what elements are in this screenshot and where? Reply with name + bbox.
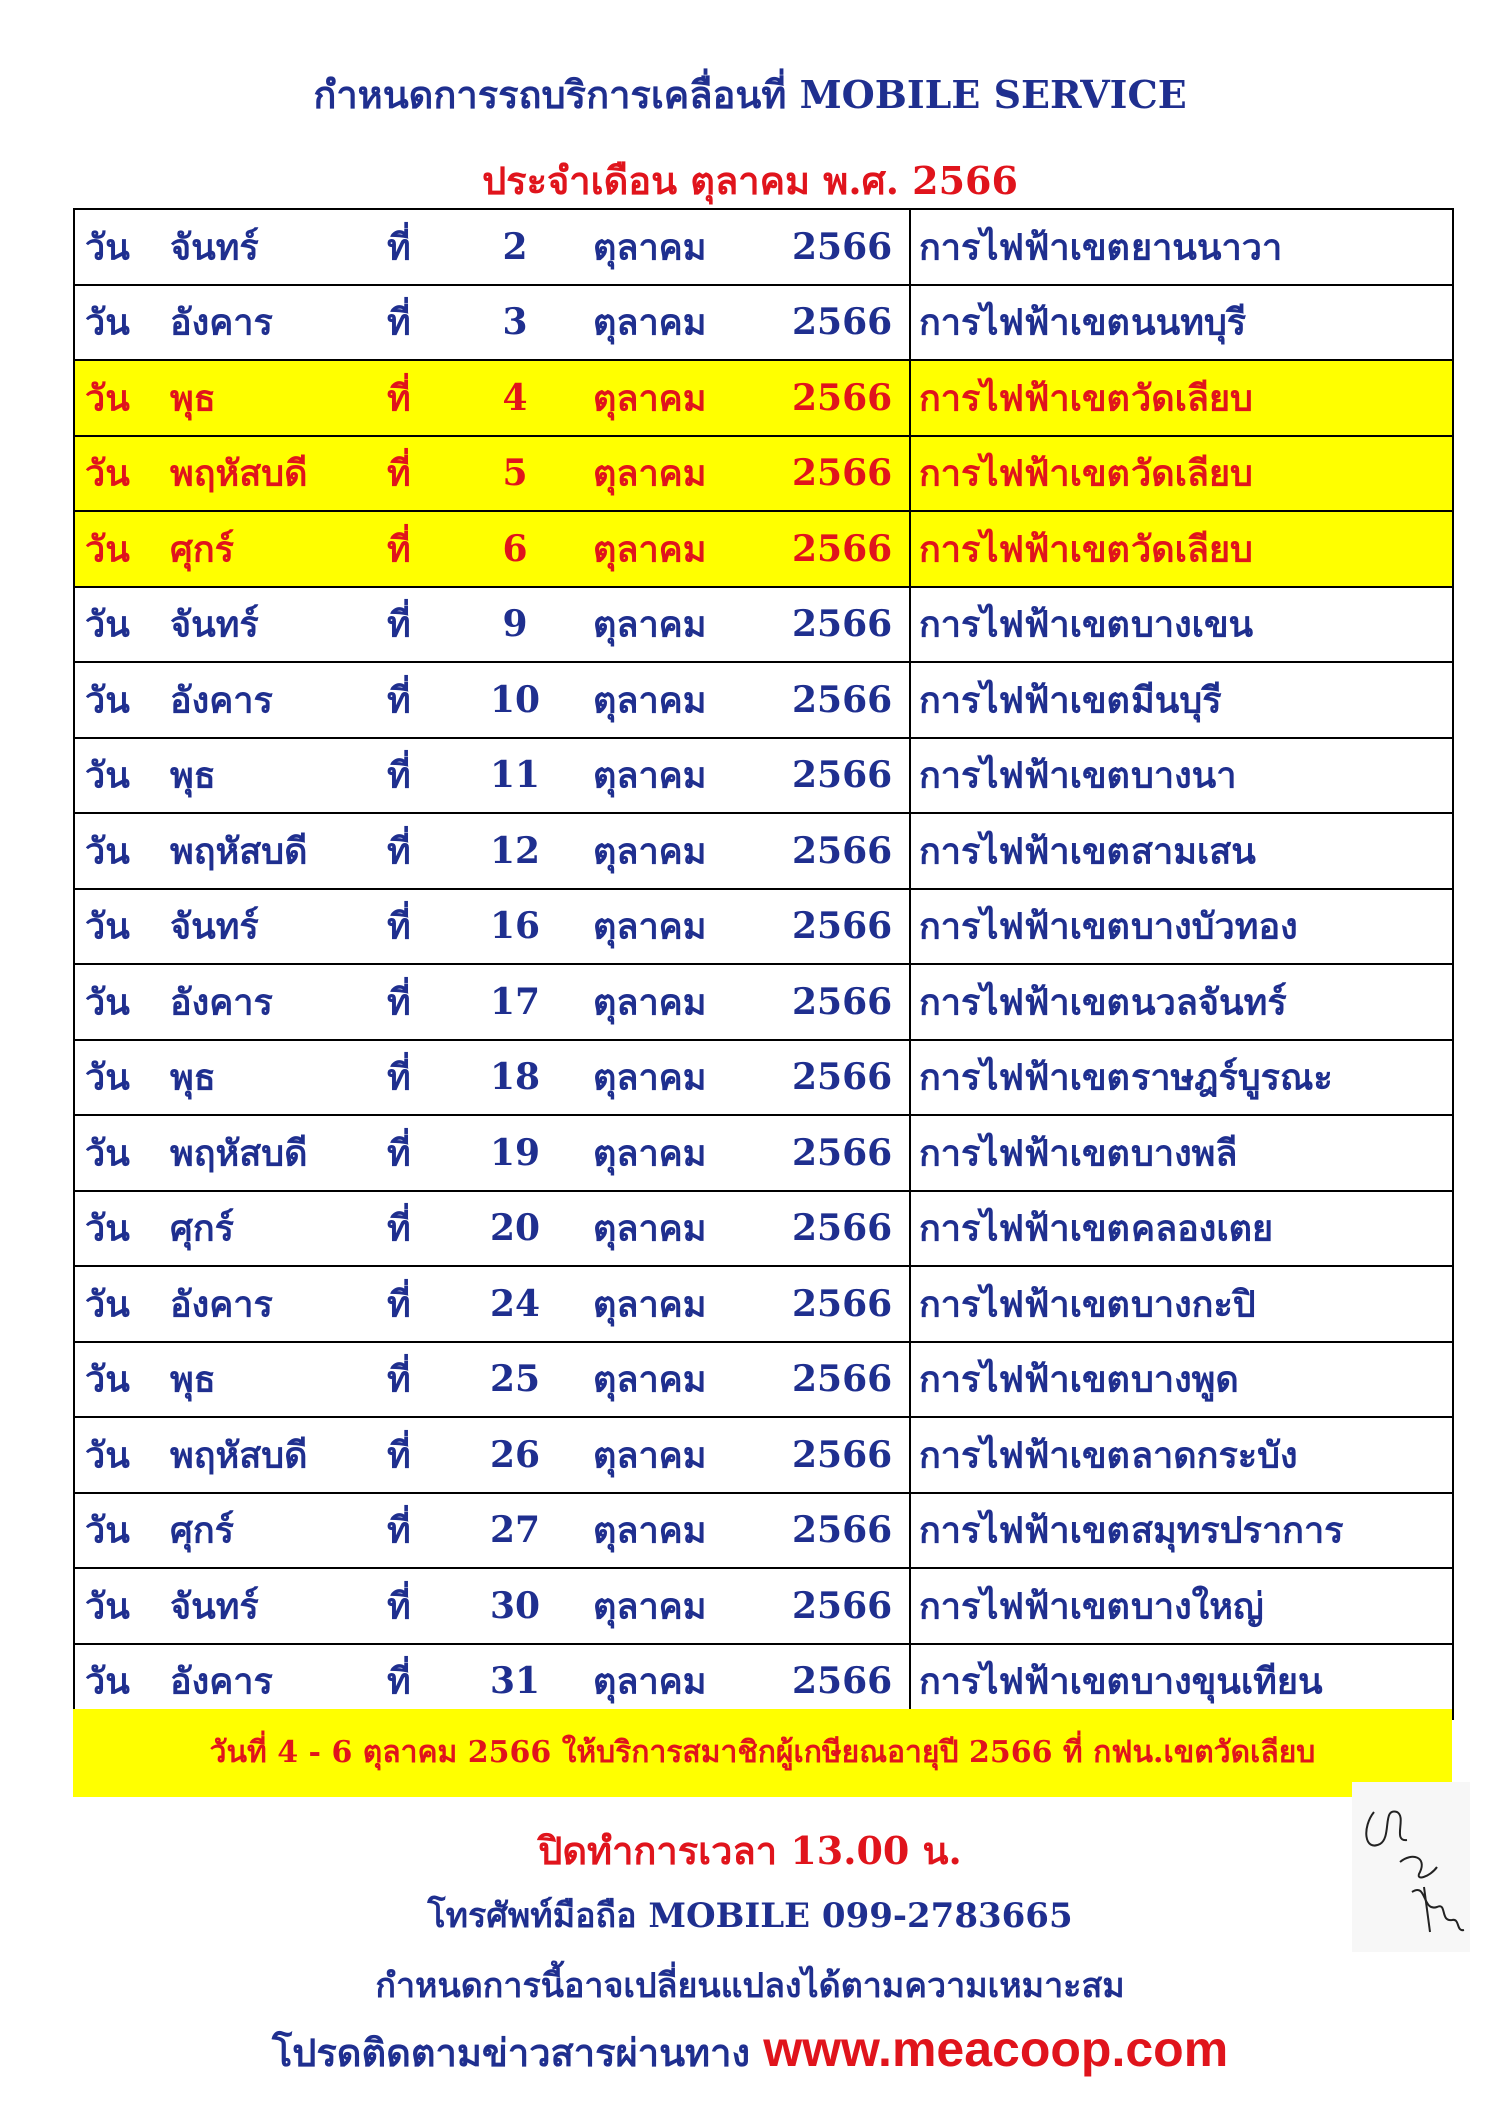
location-cell bbox=[910, 738, 1453, 814]
date-number: 19 bbox=[489, 1131, 541, 1174]
year: 2566 bbox=[792, 225, 893, 268]
location-cell bbox=[910, 1568, 1453, 1644]
day-prefix: วัน bbox=[85, 377, 130, 420]
branch-name: บางบัวทอง bbox=[1131, 905, 1298, 948]
day-name: อังคาร bbox=[170, 301, 273, 344]
day-name: พุธ bbox=[170, 377, 216, 420]
day-prefix: วัน bbox=[85, 1358, 130, 1401]
year: 2566 bbox=[792, 452, 893, 495]
table-row bbox=[74, 436, 1453, 512]
date-prefix: ที่ bbox=[387, 1283, 411, 1326]
day-name: อังคาร bbox=[170, 981, 273, 1024]
location-cell bbox=[910, 436, 1453, 512]
office-label: การไฟฟ้าเขต bbox=[919, 377, 1130, 420]
month-name: ตุลาคม bbox=[593, 1207, 707, 1250]
year: 2566 bbox=[792, 1433, 893, 1476]
location-cell bbox=[910, 511, 1453, 587]
date-cell bbox=[74, 285, 910, 361]
date-number: 30 bbox=[489, 1584, 541, 1627]
location-cell bbox=[910, 813, 1453, 889]
date-cell bbox=[74, 511, 910, 587]
day-prefix: วัน bbox=[85, 905, 130, 948]
date-prefix: ที่ bbox=[387, 1585, 411, 1628]
date-prefix: ที่ bbox=[387, 452, 411, 495]
location-cell bbox=[910, 1644, 1453, 1720]
office-label: การไฟฟ้าเขต bbox=[919, 1207, 1130, 1250]
day-name: พฤหัสบดี bbox=[170, 830, 308, 873]
branch-name: สามเสน bbox=[1131, 830, 1256, 873]
day-prefix: วัน bbox=[85, 226, 130, 269]
table-row bbox=[74, 511, 1453, 587]
month-name: ตุลาคม bbox=[593, 1660, 707, 1703]
office-label: การไฟฟ้าเขต bbox=[919, 452, 1130, 495]
table-row bbox=[74, 889, 1453, 965]
branch-name: ลาดกระบัง bbox=[1131, 1434, 1298, 1477]
location-cell bbox=[910, 1191, 1453, 1267]
schedule-table bbox=[73, 208, 1454, 1720]
office-label: การไฟฟ้าเขต bbox=[919, 226, 1130, 269]
month-name: ตุลาคม bbox=[593, 528, 707, 571]
year: 2566 bbox=[792, 754, 893, 797]
year: 2566 bbox=[792, 829, 893, 872]
location-cell bbox=[910, 1417, 1453, 1493]
office-label: การไฟฟ้าเขต bbox=[919, 1283, 1130, 1326]
location-cell bbox=[910, 662, 1453, 738]
day-prefix: วัน bbox=[85, 754, 130, 797]
location-cell bbox=[910, 964, 1453, 1040]
date-cell bbox=[74, 813, 910, 889]
date-number: 11 bbox=[489, 754, 541, 797]
day-name: อังคาร bbox=[170, 679, 273, 722]
website-link[interactable]: www.meacoop.com bbox=[763, 2021, 1229, 2077]
date-number: 25 bbox=[489, 1358, 541, 1401]
date-prefix: ที่ bbox=[387, 1660, 411, 1703]
location-cell bbox=[910, 1493, 1453, 1569]
year: 2566 bbox=[792, 1282, 893, 1325]
branch-name: วัดเลียบ bbox=[1131, 528, 1253, 571]
location-cell bbox=[910, 1115, 1453, 1191]
location-cell bbox=[910, 1266, 1453, 1342]
year: 2566 bbox=[792, 678, 893, 721]
month-name: ตุลาคม bbox=[593, 301, 707, 344]
year: 2566 bbox=[792, 376, 893, 419]
date-number: 9 bbox=[502, 603, 528, 646]
month-name: ตุลาคม bbox=[593, 754, 707, 797]
table-row bbox=[74, 1191, 1453, 1267]
branch-name: บางใหญ่ bbox=[1131, 1585, 1264, 1628]
year: 2566 bbox=[792, 1207, 893, 1250]
retiree-note: วันที่ 4 - 6 ตุลาคม 2566 ให้บริการสมาชิกผู้เกษียณอายุปี 2566 ที่ กฟน.เขตวัดเลียบ bbox=[73, 1709, 1452, 1797]
year: 2566 bbox=[792, 1056, 893, 1099]
branch-name: บางพูด bbox=[1131, 1358, 1239, 1401]
month-name: ตุลาคม bbox=[593, 905, 707, 948]
phone-contact: โทรศัพท์มือถือ MOBILE 099-2783665 bbox=[427, 1896, 1073, 1936]
day-name: พฤหัสบดี bbox=[170, 1434, 308, 1477]
day-name: จันทร์ bbox=[170, 1585, 259, 1628]
day-name: พุธ bbox=[170, 1056, 216, 1099]
day-name: จันทร์ bbox=[170, 603, 259, 646]
year: 2566 bbox=[792, 527, 893, 570]
month-name: ตุลาคม bbox=[593, 830, 707, 873]
date-cell bbox=[74, 1342, 910, 1418]
date-prefix: ที่ bbox=[387, 528, 411, 571]
day-name: พฤหัสบดี bbox=[170, 1132, 308, 1175]
day-prefix: วัน bbox=[85, 981, 130, 1024]
date-cell bbox=[74, 964, 910, 1040]
signature-image bbox=[1352, 1782, 1470, 1952]
date-number: 2 bbox=[502, 225, 528, 268]
table-row bbox=[74, 1342, 1453, 1418]
day-prefix: วัน bbox=[85, 1132, 130, 1175]
date-number: 16 bbox=[489, 905, 541, 948]
office-label: การไฟฟ้าเขต bbox=[919, 1358, 1130, 1401]
date-prefix: ที่ bbox=[387, 226, 411, 269]
branch-name: วัดเลียบ bbox=[1131, 377, 1253, 420]
branch-name: บางนา bbox=[1131, 754, 1237, 797]
date-cell bbox=[74, 738, 910, 814]
month-name: ตุลาคม bbox=[593, 1585, 707, 1628]
office-label: การไฟฟ้าเขต bbox=[919, 1132, 1130, 1175]
table-row bbox=[74, 1417, 1453, 1493]
day-prefix: วัน bbox=[85, 679, 130, 722]
branch-name: ราษฎร์บูรณะ bbox=[1131, 1056, 1333, 1099]
location-cell bbox=[910, 587, 1453, 663]
date-prefix: ที่ bbox=[387, 754, 411, 797]
date-cell bbox=[74, 1568, 910, 1644]
date-cell bbox=[74, 1266, 910, 1342]
day-prefix: วัน bbox=[85, 603, 130, 646]
office-label: การไฟฟ้าเขต bbox=[919, 1509, 1130, 1552]
table-row bbox=[74, 662, 1453, 738]
branch-name: นนทบุรี bbox=[1131, 301, 1247, 344]
table-row bbox=[74, 964, 1453, 1040]
office-label: การไฟฟ้าเขต bbox=[919, 1056, 1130, 1099]
day-prefix: วัน bbox=[85, 1660, 130, 1703]
day-name: ศุกร์ bbox=[170, 1509, 234, 1552]
date-number: 26 bbox=[489, 1433, 541, 1476]
day-name: ศุกร์ bbox=[170, 1207, 234, 1250]
office-label: การไฟฟ้าเขต bbox=[919, 981, 1130, 1024]
table-row bbox=[74, 813, 1453, 889]
month-name: ตุลาคม bbox=[593, 679, 707, 722]
branch-name: นวลจันทร์ bbox=[1131, 981, 1287, 1024]
month-name: ตุลาคม bbox=[593, 226, 707, 269]
date-number: 27 bbox=[489, 1509, 541, 1552]
date-prefix: ที่ bbox=[387, 603, 411, 646]
table-row bbox=[74, 1568, 1453, 1644]
day-prefix: วัน bbox=[85, 1585, 130, 1628]
date-number: 4 bbox=[502, 376, 528, 419]
day-name: พุธ bbox=[170, 754, 216, 797]
location-cell bbox=[910, 1040, 1453, 1116]
office-label: การไฟฟ้าเขต bbox=[919, 1434, 1130, 1477]
year: 2566 bbox=[792, 1660, 893, 1703]
date-cell bbox=[74, 436, 910, 512]
day-prefix: วัน bbox=[85, 301, 130, 344]
month-name: ตุลาคม bbox=[593, 1056, 707, 1099]
date-prefix: ที่ bbox=[387, 1358, 411, 1401]
branch-name: บางพลี bbox=[1131, 1132, 1238, 1175]
location-cell bbox=[910, 1342, 1453, 1418]
day-prefix: วัน bbox=[85, 1056, 130, 1099]
year: 2566 bbox=[792, 1509, 893, 1552]
date-cell bbox=[74, 889, 910, 965]
table-row bbox=[74, 1266, 1453, 1342]
day-prefix: วัน bbox=[85, 830, 130, 873]
day-name: อังคาร bbox=[170, 1283, 273, 1326]
month-name: ตุลาคม bbox=[593, 603, 707, 646]
disclaimer: กำหนดการนี้อาจเปลี่ยนแปลงได้ตามความเหมาะสม bbox=[375, 1966, 1125, 2006]
day-name: จันทร์ bbox=[170, 226, 259, 269]
month-name: ตุลาคม bbox=[593, 1434, 707, 1477]
day-name: ศุกร์ bbox=[170, 528, 234, 571]
location-cell bbox=[910, 285, 1453, 361]
office-label: การไฟฟ้าเขต bbox=[919, 905, 1130, 948]
day-prefix: วัน bbox=[85, 1207, 130, 1250]
date-number: 31 bbox=[489, 1660, 541, 1703]
closing-time: ปิดทำการเวลา 13.00 น. bbox=[538, 1828, 962, 1873]
office-label: การไฟฟ้าเขต bbox=[919, 301, 1130, 344]
date-cell bbox=[74, 1191, 910, 1267]
date-number: 6 bbox=[502, 527, 528, 570]
date-prefix: ที่ bbox=[387, 1056, 411, 1099]
year: 2566 bbox=[792, 1131, 893, 1174]
day-prefix: วัน bbox=[85, 452, 130, 495]
year: 2566 bbox=[792, 603, 893, 646]
branch-name: ยานนาวา bbox=[1131, 226, 1283, 269]
date-prefix: ที่ bbox=[387, 1132, 411, 1175]
table-row bbox=[74, 587, 1453, 663]
date-cell bbox=[74, 1417, 910, 1493]
date-number: 10 bbox=[489, 678, 541, 721]
office-label: การไฟฟ้าเขต bbox=[919, 754, 1130, 797]
table-row bbox=[74, 1644, 1453, 1720]
month-name: ตุลาคม bbox=[593, 1509, 707, 1552]
day-name: จันทร์ bbox=[170, 905, 259, 948]
branch-name: มีนบุรี bbox=[1131, 679, 1222, 722]
table-row bbox=[74, 285, 1453, 361]
month-name: ตุลาคม bbox=[593, 1132, 707, 1175]
location-cell bbox=[910, 889, 1453, 965]
branch-name: บางเขน bbox=[1131, 603, 1254, 646]
office-label: การไฟฟ้าเขต bbox=[919, 603, 1130, 646]
date-number: 5 bbox=[502, 452, 528, 495]
branch-name: คลองเตย bbox=[1131, 1207, 1274, 1250]
date-number: 20 bbox=[489, 1207, 541, 1250]
date-cell bbox=[74, 1644, 910, 1720]
office-label: การไฟฟ้าเขต bbox=[919, 1585, 1130, 1628]
table-row bbox=[74, 1115, 1453, 1191]
office-label: การไฟฟ้าเขต bbox=[919, 830, 1130, 873]
month-name: ตุลาคม bbox=[593, 981, 707, 1024]
date-cell bbox=[74, 1115, 910, 1191]
page-title: กำหนดการรถบริการเคลื่อนที่ MOBILE SERVICE bbox=[313, 72, 1187, 117]
date-cell bbox=[74, 1040, 910, 1116]
day-prefix: วัน bbox=[85, 528, 130, 571]
month-name: ตุลาคม bbox=[593, 1358, 707, 1401]
date-cell bbox=[74, 360, 910, 436]
table-row bbox=[74, 1040, 1453, 1116]
date-prefix: ที่ bbox=[387, 377, 411, 420]
date-cell bbox=[74, 1493, 910, 1569]
date-prefix: ที่ bbox=[387, 830, 411, 873]
branch-name: สมุทรปราการ bbox=[1131, 1509, 1344, 1552]
date-cell bbox=[74, 209, 910, 285]
month-name: ตุลาคม bbox=[593, 377, 707, 420]
date-prefix: ที่ bbox=[387, 905, 411, 948]
year: 2566 bbox=[792, 980, 893, 1023]
table-row bbox=[74, 209, 1453, 285]
day-name: พุธ bbox=[170, 1358, 216, 1401]
office-label: การไฟฟ้าเขต bbox=[919, 679, 1130, 722]
date-number: 18 bbox=[489, 1056, 541, 1099]
table-row bbox=[74, 1493, 1453, 1569]
month-name: ตุลาคม bbox=[593, 1283, 707, 1326]
date-number: 3 bbox=[502, 301, 528, 344]
date-cell bbox=[74, 587, 910, 663]
date-cell bbox=[74, 662, 910, 738]
page-subtitle: ประจำเดือน ตุลาคม พ.ศ. 2566 bbox=[482, 158, 1018, 203]
year: 2566 bbox=[792, 905, 893, 948]
day-prefix: วัน bbox=[85, 1283, 130, 1326]
day-prefix: วัน bbox=[85, 1434, 130, 1477]
year: 2566 bbox=[792, 1584, 893, 1627]
year: 2566 bbox=[792, 1358, 893, 1401]
branch-name: บางกะปิ bbox=[1131, 1283, 1256, 1326]
date-number: 24 bbox=[489, 1282, 541, 1325]
branch-name: บางขุนเทียน bbox=[1131, 1660, 1323, 1703]
date-prefix: ที่ bbox=[387, 679, 411, 722]
date-prefix: ที่ bbox=[387, 1509, 411, 1552]
follow-text: โปรดติดตามข่าวสารผ่านทาง bbox=[271, 2030, 764, 2075]
schedule-body bbox=[74, 209, 1453, 1719]
date-number: 17 bbox=[489, 980, 541, 1023]
month-name: ตุลาคม bbox=[593, 452, 707, 495]
date-prefix: ที่ bbox=[387, 1434, 411, 1477]
date-number: 12 bbox=[489, 829, 541, 872]
location-cell bbox=[910, 360, 1453, 436]
office-label: การไฟฟ้าเขต bbox=[919, 528, 1130, 571]
date-prefix: ที่ bbox=[387, 1207, 411, 1250]
branch-name: วัดเลียบ bbox=[1131, 452, 1253, 495]
table-row bbox=[74, 738, 1453, 814]
office-label: การไฟฟ้าเขต bbox=[919, 1660, 1130, 1703]
table-row bbox=[74, 360, 1453, 436]
day-name: พฤหัสบดี bbox=[170, 452, 308, 495]
day-name: อังคาร bbox=[170, 1660, 273, 1703]
date-prefix: ที่ bbox=[387, 981, 411, 1024]
day-prefix: วัน bbox=[85, 1509, 130, 1552]
year: 2566 bbox=[792, 301, 893, 344]
follow-line bbox=[0, 2020, 1500, 2083]
date-prefix: ที่ bbox=[387, 301, 411, 344]
location-cell bbox=[910, 209, 1453, 285]
